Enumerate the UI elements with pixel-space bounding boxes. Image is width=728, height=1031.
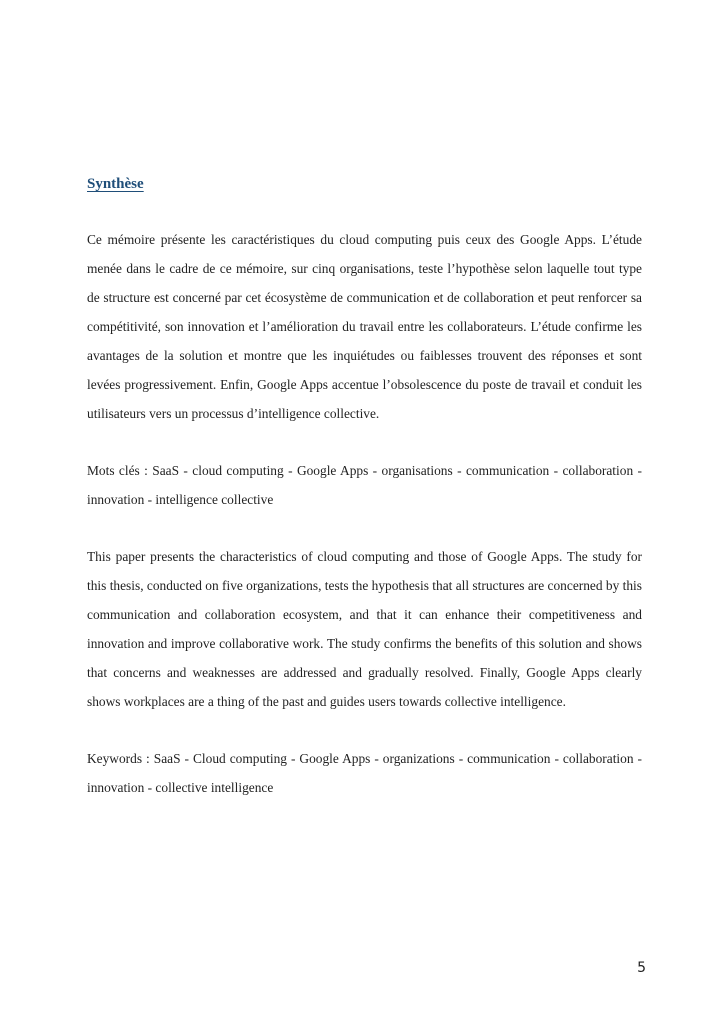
abstract-french: Ce mémoire présente les caractéristiques du cloud computing puis ceux des Google Apps. L’étude menée dans le cadre de ce mémoire, sur cinq organisations, teste l’hypothèse selon laquelle tout type de structure est concerné par cet écosystème de communication et de collaboration et peut renforcer sa compétitivité, son innovation et l’amélioration du travail entre les collaborateurs. L’étude confirme les avantages de la solution et montre que les inquiétudes ou faiblesses trouvent des réponses et sont levées progressivement. Enfin, Google Apps accentue l’obsolescence du poste de travail et conduit les utilisateurs vers un processus d’intelligence collective. [87,232,642,421]
page-number: 5 [637,960,646,976]
keywords-french: Mots clés : SaaS - cloud computing - Google Apps - organisations - communication - collaboration - innovation - intelligence collective [87,463,642,507]
section-heading: Synthèse [87,176,144,192]
page-content [87,170,642,830]
abstract-english: This paper presents the characteristics of cloud computing and those of Google Apps. The study for this thesis, conducted on five organizations, tests the hypothesis that all structures are concerned by this communication and collaboration ecosystem, and that it can enhance their competitiveness and innovation and improve collaborative work. The study confirms the benefits of this solution and shows that concerns and weaknesses are addressed and gradually resolved. Finally, Google Apps clearly shows workplaces are a thing of the past and guides users towards collective intelligence. [87,549,642,709]
keywords-english: Keywords : SaaS - Cloud computing - Google Apps - organizations - communication - collaboration - innovation - collective intelligence [87,751,642,795]
